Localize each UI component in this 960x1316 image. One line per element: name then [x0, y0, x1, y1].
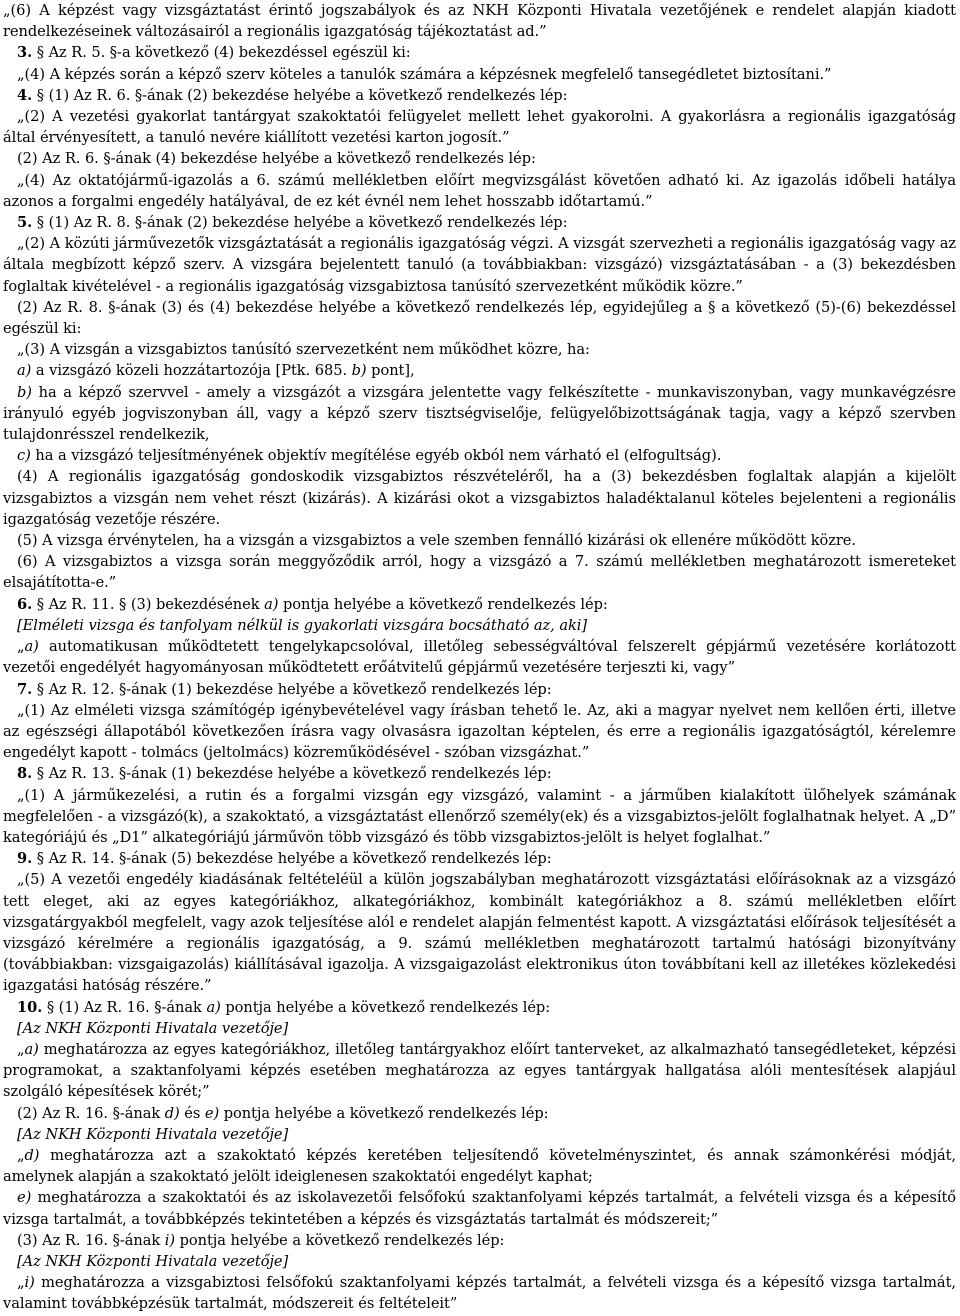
text-run: (3) Az R. 16. §-ának	[17, 1231, 165, 1249]
italic-text: [Az NKH Központi Hivatala vezetője]	[17, 1125, 289, 1143]
paragraph	[3, 64, 956, 85]
text-run: pontja helyébe a következő rendelkezés lép:	[220, 998, 551, 1016]
text-run: „(1) Az elméleti vizsga számítógép igénybevételével vagy írásban tehető le. Az, aki a magyar nyelvet nem kellően érti, illetve az egészségi állapotából következően írásra vagy olvasásra igazoltan képtelen, és erre a regionális igazgatóságtól, kérelemre engedélyt kapott - tolmács (jeltolmács) közreműködésével - szóban vizsgázhat.”	[3, 701, 956, 762]
italic-text: a)	[24, 1040, 39, 1058]
text-run: „(6) A képzést vagy vizsgáztatást érintő jogszabályok és az NKH Központi Hivatala vezetőjének e rendelet alapján kiadott rendelkezéseinek változásairól a regionális igazgatóság tájékoztatást ad.”	[3, 2, 956, 41]
text-run: § Az R. 12. §-ának (1) bekezdése helyébe a következő rendelkezés lép:	[32, 680, 552, 698]
paragraph	[3, 1124, 956, 1145]
section-number: 6.	[17, 595, 33, 613]
text-run: a vizsgázó közeli hozzátartozója [Ptk. 685.	[31, 362, 352, 380]
paragraph	[3, 700, 956, 764]
text-run: „(2) A vezetési gyakorlat tantárgyat szakoktatói felügyelet mellett lehet gyakorolni. A gyakorlásra a regionális igazgatóság által érvényesített, a tanuló nevére kiállított vezetési karton jogosít.”	[3, 108, 956, 147]
text-run: (2) Az R. 16. §-ának	[17, 1104, 165, 1122]
paragraph	[3, 551, 956, 593]
text-run: „(1) A járműkezelési, a rutin és a forgalmi vizsgán egy vizsgázó, valamint - a járműben kialakított ülőhelyek számának megfelelően - a vizsgázó(k), a szakoktató, a vizsgáztatást ellenőrző személy(ek) és a vizsgabiztos-jelölt foglalhatnak helyet. A „D” kategóriájú és „D1” alkategóriájú járművön több vizsgázó és több vizsgabiztos-jelölt is helyet foglalhat.”	[3, 786, 956, 846]
italic-text: b)	[351, 362, 367, 380]
text-run: § (1) Az R. 16. §-ának	[42, 998, 207, 1016]
paragraph	[3, 636, 956, 678]
paragraph	[3, 233, 956, 297]
text-run: (4) A regionális igazgatóság gondoskodik vizsgabiztos részvételéről, ha a (3) bekezdésben foglaltak alapján a kijelölt vizsgabiztos a vizsgán nem vehet részt (kizárás). A kizárási okot a vizsgabiztos haladéktalanul köteles bejelenteni a regionális igazgatóság vezetője részére.	[3, 468, 956, 528]
text-run: „	[17, 1274, 25, 1292]
section-number: 7.	[17, 680, 33, 698]
text-run: (2) Az R. 6. §-ának (4) bekezdése helyébe a következő rendelkezés lép:	[17, 150, 536, 168]
text-run: meghatározza a szakoktatói és az iskolavezetői felsőfokú szaktanfolyami képzés tartalmát, a felvételi vizsga és a képesítő vizsga tartalmát, a továbbképzés tekintetében a képzés és vizsgáztatás tartalmát és módszereit;”	[3, 1189, 956, 1228]
text-run: § Az R. 5. §-a következő (4) bekezdéssel egészül ki:	[32, 44, 411, 62]
section-number: 9.	[17, 850, 33, 868]
text-run: pontja helyébe a következő rendelkezés lép:	[278, 595, 608, 613]
text-run: § Az R. 13. §-ának (1) bekezdése helyébe a következő rendelkezés lép:	[32, 765, 552, 783]
paragraph	[3, 0, 956, 42]
section-number: 4.	[17, 86, 33, 104]
italic-text: a)	[24, 638, 39, 656]
text-run: meghatározza az egyes kategóriákhoz, illetőleg tantárgyakhoz előírt tanterveket, az alkalmazható tansegédleteket, képzési programokat, a szaktanfolyami képzés esetében meghatározza az egyes tantárgyak hallgatása alóli mentesítések alapjául szolgáló képesítések körét;”	[3, 1040, 956, 1101]
paragraph	[3, 85, 956, 106]
text-run: (2) Az R. 8. §-ának (3) és (4) bekezdése helyébe a következő rendelkezés lép, egyidejűleg a § a következő (5)-(6) bekezdéssel egészül ki:	[3, 298, 956, 338]
section-number: 8.	[17, 765, 33, 783]
italic-text: a)	[206, 998, 221, 1016]
italic-text: a)	[264, 595, 279, 613]
paragraph	[3, 445, 956, 466]
paragraph	[3, 997, 956, 1018]
italic-text: i)	[164, 1231, 176, 1249]
paragraph	[3, 679, 956, 700]
italic-text: [Az NKH Központi Hivatala vezetője]	[17, 1252, 289, 1270]
text-run: ha a képző szervvel - amely a vizsgázót a vizsgára jelentette vagy felkészítette - munkaviszonyban, vagy munkavégzésre irányuló egyéb jogviszonyban áll, vagy a képző szerv tisztségviselője, felügyelőbizottságának tagja, vagy a képző szervben tulajdonrésszel rendelkezik,	[3, 383, 956, 444]
text-run: pont],	[366, 362, 415, 380]
text-run: „(3) A vizsgán a vizsgabiztos tanúsító szervezetként nem működhet közre, ha:	[17, 341, 590, 359]
paragraph	[3, 148, 956, 169]
paragraph	[3, 212, 956, 233]
text-run: „	[17, 1146, 25, 1164]
text-run: ha a vizsgázó teljesítményének objektív megítélése egyéb okból nem várható el (elfogultság).	[30, 447, 722, 465]
italic-text: c)	[17, 447, 31, 465]
paragraph	[3, 382, 956, 446]
italic-text: d)	[24, 1146, 40, 1164]
paragraph	[3, 1145, 956, 1187]
paragraph	[3, 339, 956, 360]
paragraph	[3, 1187, 956, 1229]
section-number: 5.	[17, 214, 33, 232]
paragraph	[3, 1103, 956, 1124]
text-run: „	[17, 638, 25, 656]
italic-text: e)	[204, 1104, 220, 1122]
italic-text: d)	[164, 1104, 180, 1122]
text-run: (5) A vizsga érvénytelen, ha a vizsgán a vizsgabiztos a vele szemben fennálló kizárási ok ellenére működött közre.	[17, 532, 856, 550]
paragraph	[3, 42, 956, 63]
paragraph	[3, 1251, 956, 1272]
italic-text: [Az NKH Központi Hivatala vezetője]	[17, 1019, 289, 1037]
italic-text: e)	[17, 1189, 32, 1207]
text-run: automatikusan működtetett tengelykapcsolóval, illetőleg sebességváltóval felszerelt gépjármű vezetésére korlátozott vezetői engedélyét hagyományosan működtetett erőátvitelű gépjármű vezetésére terjeszti ki, vagy”	[3, 638, 956, 677]
paragraph	[3, 360, 956, 381]
paragraph	[3, 594, 956, 615]
paragraph	[3, 106, 956, 148]
paragraph	[3, 1039, 956, 1103]
italic-text: [Elméleti vizsga és tanfolyam nélkül is gyakorlati vizsgára bocsátható az, aki]	[17, 616, 588, 634]
text-run: § Az R. 11. § (3) bekezdésének	[32, 595, 265, 613]
paragraph	[3, 530, 956, 551]
text-run: pontja helyébe a következő rendelkezés lép:	[175, 1231, 505, 1249]
section-number: 10.	[17, 998, 43, 1016]
paragraph	[3, 466, 956, 530]
italic-text: i)	[24, 1274, 35, 1292]
paragraph	[3, 869, 956, 996]
paragraph	[3, 615, 956, 636]
paragraph	[3, 1230, 956, 1251]
paragraph	[3, 763, 956, 784]
text-run: pontja helyébe a következő rendelkezés lép:	[219, 1104, 549, 1122]
text-run: § (1) Az R. 8. §-ának (2) bekezdése helyébe a következő rendelkezés lép:	[32, 214, 568, 232]
section-number: 3.	[17, 44, 33, 62]
paragraph	[3, 170, 956, 212]
paragraph	[3, 848, 956, 869]
text-run: § Az R. 14. §-ának (5) bekezdése helyébe a következő rendelkezés lép:	[32, 850, 552, 868]
text-run: „(4) Az oktatójármű-igazolás a 6. számú mellékletben előírt megvizsgálást követően adható ki. Az igazolás időbeli hatálya azonos a forgalmi engedély hatályával, de ez két évnél nem lehet hosszabb időtartamú.”	[3, 171, 956, 210]
text-run: § (1) Az R. 6. §-ának (2) bekezdése helyébe a következő rendelkezés lép:	[32, 86, 568, 104]
paragraph	[3, 297, 956, 339]
paragraph	[3, 1272, 956, 1314]
text-run: „(4) A képzés során a képző szerv köteles a tanulók számára a képzésnek megfelelő tansegédletet biztosítani.”	[17, 65, 832, 83]
paragraph	[3, 785, 956, 849]
text-run: (6) A vizsgabiztos a vizsga során meggyőződik arról, hogy a vizsgázó a 7. számú mellékletben meghatározott ismereteket elsajátította-e.”	[3, 553, 956, 592]
text-run: és	[179, 1104, 205, 1122]
italic-text: b)	[17, 383, 32, 401]
paragraph	[3, 1018, 956, 1039]
text-run: „(5) A vezetői engedély kiadásának feltételéül a külön jogszabályban meghatározott vizsgáztatási előírásoknak az a vizsgázó tett eleget, aki az egyes kategóriákhoz, alkategóriákhoz, kombinált kategóriákhoz a 8. számú mellékletben előírt vizsgatárgyakból megfelelt, vagy azok teljesítése alól e rendelet alapján felmentést kapott. A vizsgáztatási előírások teljesítését a vizsgázó kérelmére a regionális igazgatóság, a 9. számú mellékletben meghatározott tartalmú hatósági bizonyítvány (továbbiakban: vizsgaigazolás) kiállításával igazolja. A vizsgaigazolást elektronikus úton továbbítani kell az illetékes közlekedési igazgatási hatóság részére.”	[3, 871, 956, 995]
text-run: meghatározza a vizsgabiztosi felsőfokú szaktanfolyami képzés tartalmát, a felvételi vizsga és a képesítő vizsga tartalmát, valamint továbbképzésük tartalmát, módszereit és feltételeit”	[3, 1274, 956, 1313]
text-run: „(2) A közúti járművezetők vizsgáztatását a regionális igazgatóság végzi. A vizsgát szervezheti a regionális igazgatóság vagy az általa megbízott képző szerv. A vizsgára bejelentett tanuló (a továbbiakban: vizsgázó) vizsgáztatásában - a (3) bekezdésben foglaltak kivételével - a regionális igazgatóság vizsgabiztosa tanúsító szervezetként működik közre.”	[3, 235, 956, 295]
italic-text: a)	[17, 362, 32, 380]
text-run: „	[17, 1040, 25, 1058]
text-run: meghatározza azt a szakoktató képzés keretében teljesítendő követelményszintet, és annak számonkérési módját, amelynek alapján a szakoktató jelölt ideiglenesen szakoktatói engedélyt kaphat;	[3, 1146, 956, 1186]
